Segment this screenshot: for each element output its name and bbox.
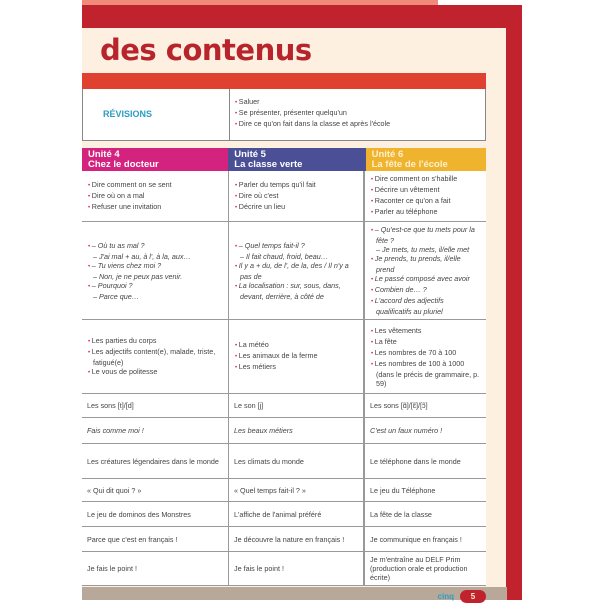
unit-name: La classe verte <box>234 159 303 170</box>
cell-text: Parce que c'est en français ! <box>87 534 178 544</box>
page-word: cinq <box>437 592 454 601</box>
unit-name: La fête de l'école <box>371 159 448 170</box>
table-cell <box>229 418 365 443</box>
list-item: • – Pourquoi ? – Parce que… <box>87 281 223 301</box>
list-item: • Dire comment on se sent <box>87 180 223 191</box>
list-item: • – Tu viens chez moi ? – Non, je ne peux pas venir. <box>87 261 223 281</box>
revisions-items <box>230 89 390 140</box>
table-cell <box>229 171 365 221</box>
page-number-badge: 5 <box>460 590 486 603</box>
cell-text: Les climats du monde <box>234 456 304 466</box>
table-row-vocabulary <box>82 320 486 394</box>
table-row <box>82 527 486 552</box>
table-cell <box>365 502 486 526</box>
list-item: • Dire comment on s'habille <box>370 174 481 185</box>
table-cell <box>82 320 229 393</box>
list-item: • Saluer <box>234 97 390 108</box>
table-row <box>82 444 486 479</box>
table-cell <box>82 479 229 501</box>
list-item: • Les nombres de 100 à 1000 (dans le précis de grammaire, p. 59) <box>370 359 481 388</box>
cell-text: Le jeu de dominos des Monstres <box>87 509 191 519</box>
table-cell <box>229 222 365 319</box>
table-cell <box>229 394 365 417</box>
list-item: • Les adjectifs content(e), malade, triste, fatigué(e) <box>87 347 223 367</box>
unit-header-row <box>82 148 486 171</box>
unit-name: Chez le docteur <box>88 159 159 170</box>
table-cell <box>82 527 229 551</box>
cell-text: Je découvre la nature en français ! <box>234 534 345 544</box>
cell-text: La fête de la classe <box>370 509 432 519</box>
table-cell <box>229 552 365 585</box>
cell-text: Je fais le point ! <box>87 564 137 573</box>
page-title: des contenus <box>100 33 312 67</box>
table-cell <box>365 222 486 319</box>
unit-number: Unité 4 <box>88 149 120 160</box>
list-item: • Il y a + du, de l', de la, des / Il n'y a pas de <box>234 261 358 281</box>
cell-text: « Qui dit quoi ? » <box>87 485 142 495</box>
cell-text: Je fais le point ! <box>234 564 284 573</box>
list-item: • Se présenter, présenter quelqu'un <box>234 108 390 119</box>
list-item: • La localisation : sur, sous, dans, devant, derrière, à côté de <box>234 281 358 301</box>
list-item: • Les nombres de 70 à 100 <box>370 348 481 359</box>
revisions-header-bar <box>82 73 486 89</box>
list-item: • La fête <box>370 337 481 348</box>
cell-text: Les sons [ɑ̃]/[ɛ̃]/[ɔ̃] <box>370 401 428 410</box>
table-cell <box>82 394 229 417</box>
table-cell <box>229 444 365 478</box>
unit-number: Unité 6 <box>371 149 404 160</box>
table-cell <box>82 222 229 319</box>
table-row <box>82 479 486 502</box>
list-item: • – Où tu as mal ? – J'ai mal + au, à l', à la, aux… <box>87 241 223 261</box>
list-item: • Les vêtements <box>370 326 481 337</box>
table-cell <box>365 479 486 501</box>
cell-text: Je m'entraîne au DELF Prim (production orale et production écrite) <box>370 555 468 582</box>
cell-text: Fais comme moi ! <box>87 426 144 435</box>
list-item: • Je prends, tu prends, il/elle prend <box>370 254 481 274</box>
revisions-row <box>82 89 486 141</box>
list-item: • Les animaux de la ferme <box>234 351 358 362</box>
table-cell <box>365 552 486 585</box>
unit-number: Unité 5 <box>234 149 266 160</box>
list-item: • Dire ce qu'on fait dans la classe et après l'école <box>234 119 390 130</box>
list-item: • Décrire un lieu <box>234 202 358 213</box>
list-item: • Raconter ce qu'on a fait <box>370 196 481 207</box>
table-cell <box>365 394 486 417</box>
list-item: • Décrire un vêtement <box>370 185 481 196</box>
table-cell <box>229 502 365 526</box>
list-item: • Le vous de politesse <box>87 367 223 378</box>
cell-text: L'affiche de l'animal préféré <box>234 509 322 519</box>
list-item: • Parler du temps qu'il fait <box>234 180 358 191</box>
cell-text: Les beaux métiers <box>234 426 293 435</box>
table-row-grammar <box>82 222 486 320</box>
list-item: • Refuser une invitation <box>87 202 223 213</box>
table-cell <box>229 320 365 393</box>
revisions-label: RÉVISIONS <box>83 89 230 140</box>
table-cell <box>365 527 486 551</box>
list-item: • Parler au téléphone <box>370 207 481 218</box>
table-row <box>82 552 486 586</box>
cell-text: Le téléphone dans le monde <box>370 456 461 466</box>
unit-5-header <box>228 148 365 171</box>
contents-table <box>82 148 486 586</box>
table-cell <box>82 502 229 526</box>
list-item: • Les parties du corps <box>87 336 223 347</box>
cell-text: Les sons [t]/[d] <box>87 401 134 410</box>
list-item: • Le passé composé avec avoir <box>370 274 481 285</box>
cell-text: « Quel temps fait-il ? » <box>234 485 306 495</box>
unit-4-header <box>82 148 228 171</box>
list-item: • La météo <box>234 340 358 351</box>
cell-text: Les créatures légendaires dans le monde <box>87 456 219 466</box>
table-cell <box>365 418 486 443</box>
unit-6-header <box>366 148 486 171</box>
table-row <box>82 394 486 418</box>
cell-text: Je communique en français ! <box>370 534 462 544</box>
cell-text: C'est un faux numéro ! <box>370 426 443 435</box>
table-cell <box>365 171 486 221</box>
table-row-communication <box>82 171 486 222</box>
list-item: • Dire où on a mal <box>87 191 223 202</box>
table-cell <box>82 444 229 478</box>
table-cell <box>82 171 229 221</box>
table-cell <box>229 479 365 501</box>
table-row <box>82 418 486 444</box>
table-row <box>82 502 486 527</box>
list-item: • L'accord des adjectifs qualificatifs au pluriel <box>370 296 481 316</box>
list-item: • – Qu'est-ce que tu mets pour la fête ? – Je mets, tu mets, il/elle met <box>370 225 481 254</box>
list-item: • Dire où c'est <box>234 191 358 202</box>
table-cell <box>82 552 229 585</box>
table-cell <box>229 527 365 551</box>
table-cell <box>82 418 229 443</box>
cell-text: Le son [j] <box>234 401 264 410</box>
table-cell <box>365 320 486 393</box>
page-footer <box>82 590 486 603</box>
list-item: • Les métiers <box>234 362 358 373</box>
list-item: • – Quel temps fait-il ? – Il fait chaud, froid, beau… <box>234 241 358 261</box>
table-cell <box>365 444 486 478</box>
cell-text: Le jeu du Téléphone <box>370 485 436 495</box>
list-item: • Combien de… ? <box>370 285 481 296</box>
